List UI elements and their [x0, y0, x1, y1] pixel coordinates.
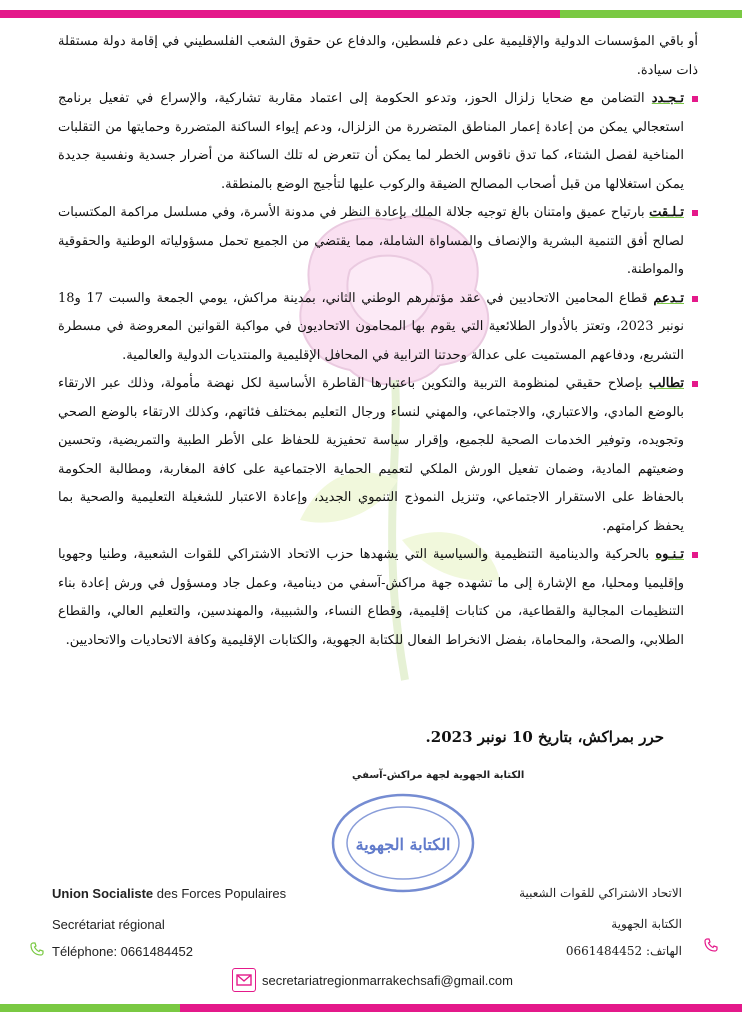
paragraph-earthquake [58, 85, 698, 199]
paragraph-keyword: تـدعم [653, 290, 684, 306]
top-bar-green [560, 10, 742, 18]
footer-phone-fr: Téléphone: 0661484452 [52, 944, 193, 959]
footer-org-fr-rest: des Forces Populaires [153, 886, 287, 901]
paragraph-lawyers [58, 285, 698, 371]
bullet-icon [692, 552, 698, 558]
paragraph-text: بارتياح عميق وامتنان بالغ توجيه جلالة الملك بإعادة النظر في مدونة الأسرة، وفي مسلسل مراكمة المكتسبات لصالح أفق التنمية البشرية والإنصاف والمساواة الشاملة، مما يقتضي من الجميع تحمل مسؤولياته الوطنية والحقوقية والمواطنة. [58, 205, 684, 277]
stamp-text: الكتابة الجهوية [355, 835, 451, 854]
paragraph-keyword: تـجـدد [651, 91, 685, 106]
paragraph-keyword: تـنـوه [655, 547, 684, 562]
footer-org-ar: الاتحاد الاشتراكي للقوات الشعبية [519, 886, 682, 900]
paragraph-text: أو باقي المؤسسات الدولية والإقليمية على دعم فلسطين، والدفاع عن حقوق الشعب الفلسطيني في إقامة دولة مستقلة ذات سيادة. [58, 34, 698, 78]
date-line: حرر بمراكش، بتاريخ 10 نونبر 2023. [425, 728, 664, 746]
footer-org-fr [52, 886, 286, 901]
footer-phone-ar [566, 944, 682, 958]
letter-body [58, 28, 698, 655]
footer-dept-fr: Secrétariat régional [52, 917, 165, 932]
paragraph-intro [58, 28, 698, 85]
top-color-bar [0, 10, 742, 18]
footer-email [232, 968, 513, 992]
email-icon [232, 968, 256, 992]
footer-phone-ar-number: 0661484452 [565, 944, 643, 958]
paragraph-text: قطاع المحامين الاتحاديين في عقد مؤتمرهم الوطني الثاني، بمدينة مراكش، يومي الجمعة والسبت 17 و18 نونبر 2023، وتعتز بالأدوار الطلائعية التي يقوم بها المحامون الاتحاديون في مواكبة القوانين المعروضة في مسطرة التشريع، ودفاعهم المستميت على عدالة وحدتنا الترابية في المحافل الإقليمية والمنتديات الدولية والعالمية. [58, 290, 684, 363]
official-stamp-icon [318, 788, 488, 898]
paragraph-party-dynamics [58, 541, 698, 655]
footer-dept-ar: الكتابة الجهوية [611, 917, 682, 931]
paragraph-keyword: تطالب [649, 376, 684, 391]
bullet-icon [692, 296, 698, 302]
bullet-icon [692, 381, 698, 387]
phone-icon [704, 938, 718, 952]
bottom-color-bar [0, 1004, 742, 1012]
paragraph-text: التضامن مع ضحايا زلزال الحوز، وتدعو الحكومة إلى اعتماد مقاربة تشاركية، والإسراع في تفعيل برنامج استعجالي يمكن من إعادة إعمار المناطق المتضررة من الزلزال، ودعم إيواء الساكنة المتضررة وحمايتها من التقلبات المناخية لفصل الشتاء، كما تدق ناقوس الخطر لما يمكن أن تتعرض له تلك الساكنة من أضرار جسدية ونفسية جديدة يمكن استغلالها من قبل أصحاب المصالح الضيقة والركوب عليها لتأجيج الوضع بالمنطقة. [58, 91, 684, 192]
bullet-icon [692, 210, 698, 216]
footer-phone-ar-label: الهاتف: [646, 944, 682, 958]
bullet-icon [692, 96, 698, 102]
top-bar-pink [0, 10, 560, 18]
paragraph-keyword: تـلـقت [649, 205, 684, 220]
bottom-bar-green [0, 1004, 180, 1012]
footer-org-fr-bold: Union Socialiste [52, 886, 154, 901]
email-address[interactable]: secretariatregionmarrakechsafi@gmail.com [262, 972, 513, 988]
paragraph-family-code [58, 199, 698, 285]
phone-icon [30, 942, 44, 956]
paragraph-text: بإصلاح حقيقي لمنظومة التربية والتكوين باعتبارها القاطرة الأساسية لكل نهضة مأمولة، وذلك عبر الارتقاء بالوضع المادي، والاعتباري، والاجتماعي، والمهني لنساء ورجال التعليم بمختلف فئاتهم، وكذلك الارتقاء بالوضع الصحي وتجويده، وتوفير الخدمات الصحية للجميع، وإقرار سياسة تحفيزية للحفاظ على الأطر الطبية والتمريضية، وتحسين وضعيتهم المادية، وضمان تفعيل الورش الملكي لتعميم الحماية الاجتماعية على كافة المغاربة، ومطالبة الحكومة بالحفاظ على الاستقرار الاجتماعي، وتنزيل النموذج التنموي الجديد، وإعادة الاعتبار للشغيلة التعليمية والصحية بما يحفظ كرامتهم. [58, 376, 684, 534]
bottom-bar-pink [180, 1004, 742, 1012]
signatory-title: الكتابة الجهوية لجهة مراكش-آسفي [352, 770, 525, 781]
paragraph-education-health [58, 370, 698, 541]
paragraph-text: بالحركية والدينامية التنظيمية والسياسية التي يشهدها حزب الاتحاد الاشتراكي للقوات الشعبية، وطنيا وجهويا وإقليميا ومحليا، مع الإشارة إلى ما تشهده جهة مراكش-آسفي من دينامية، وعمل جاد ومسؤول في ورش إعادة بناء التنظيمات المجالية والقطاعية، من كتابات إقليمية، وقطاع النساء، والشبيبة، والمهندسين، والتعليم العالي، والقطاع الطلابي، والصحة، والمحاماة، بفضل الانخراط الفعال للكتابة الجهوية، والكتابات الإقليمية وكافة الاتحاديات والاتحاديين. [58, 547, 684, 648]
